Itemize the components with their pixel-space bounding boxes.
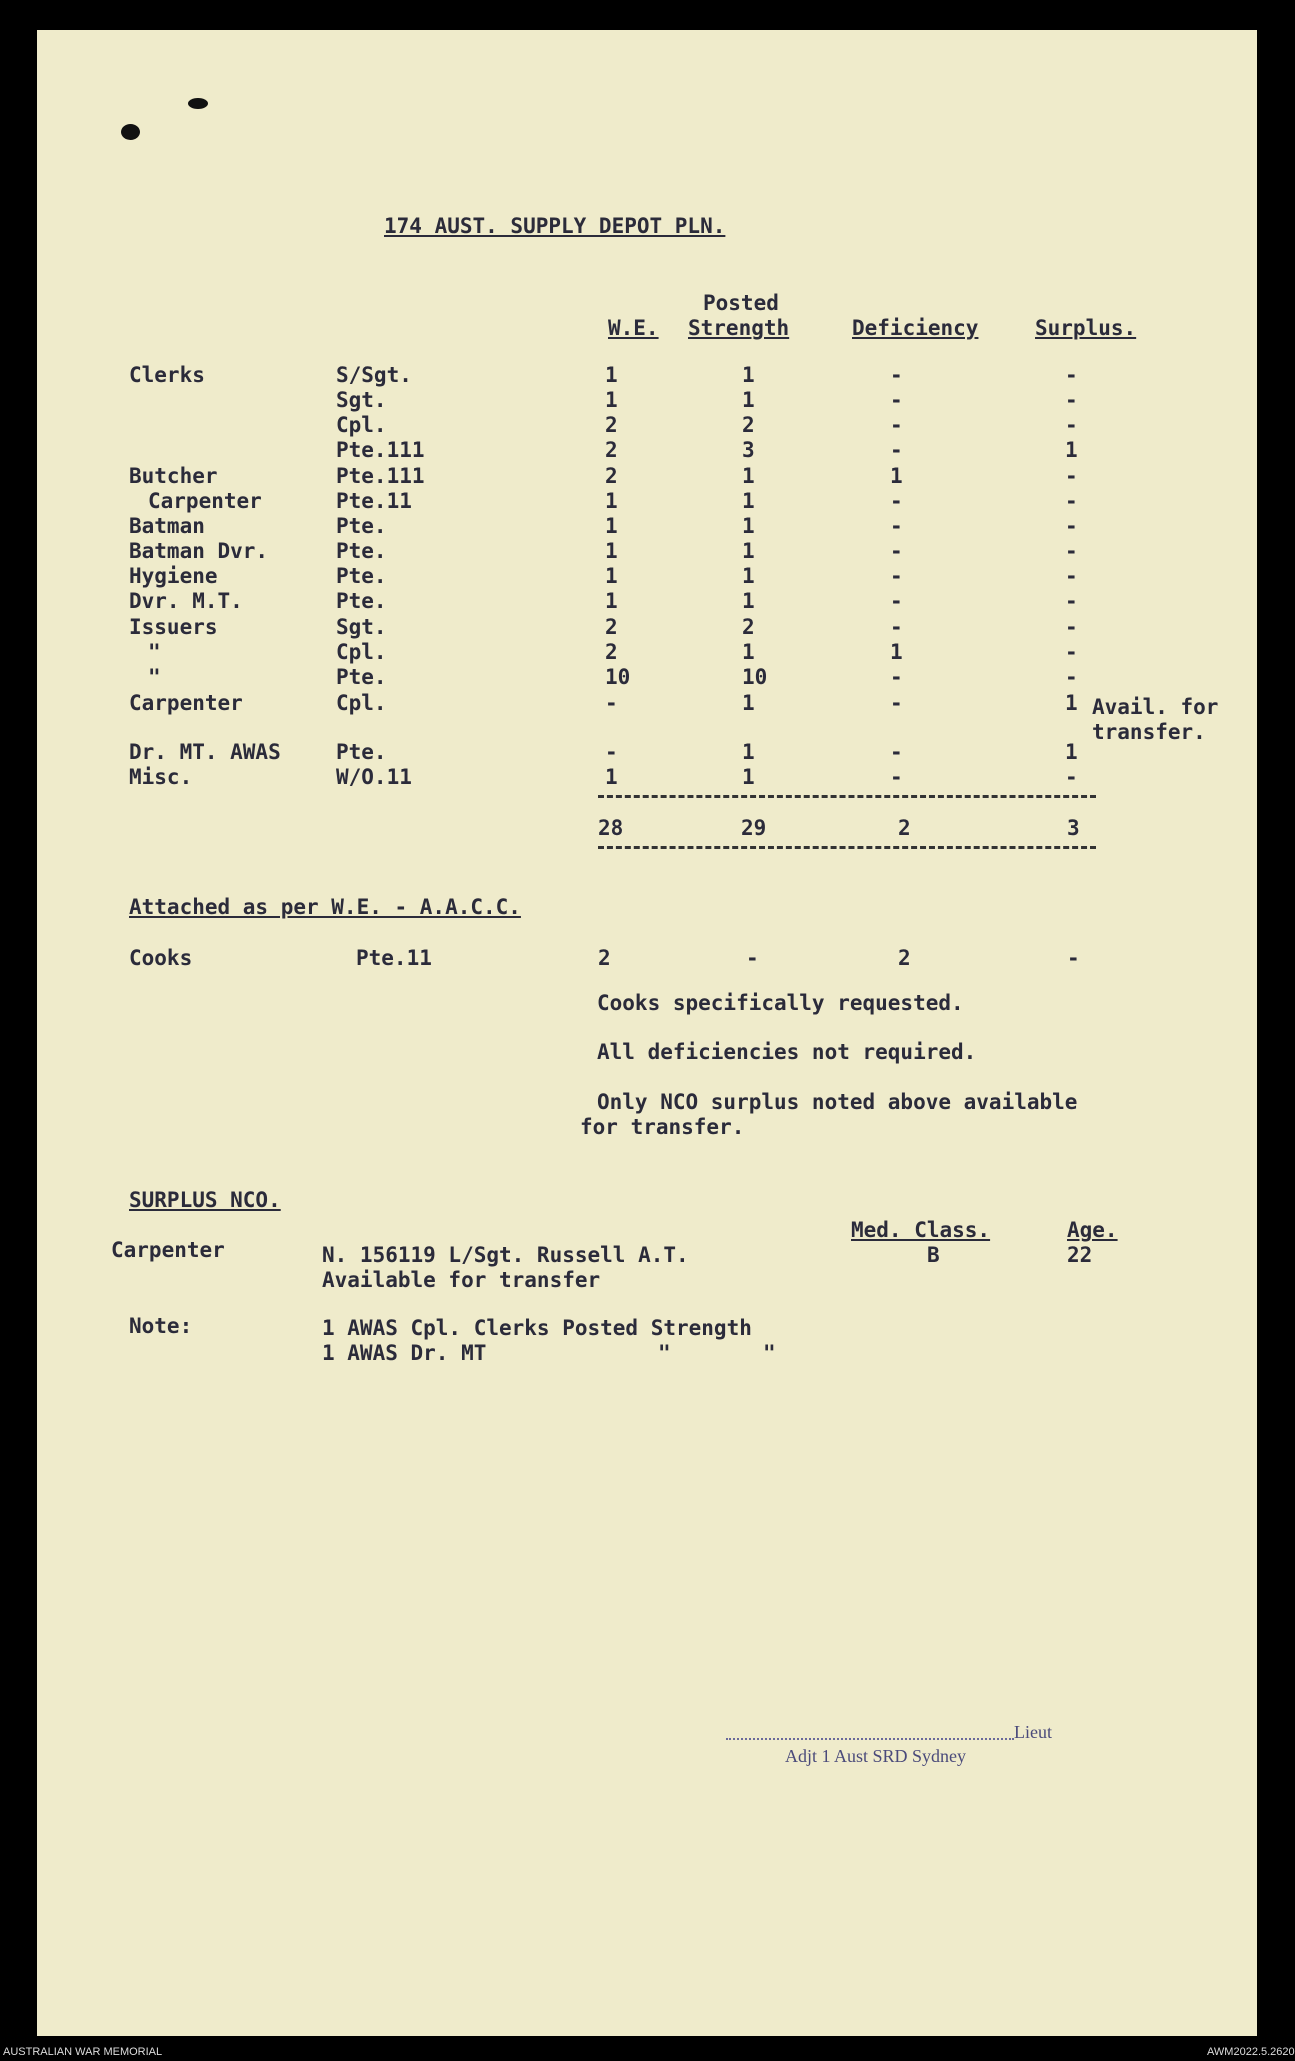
attached-surplus: -: [1067, 946, 1080, 970]
surplus-age: 22: [1067, 1243, 1093, 1267]
surplus-nco-heading: SURPLUS NCO.: [129, 1188, 281, 1212]
punch-hole: [188, 98, 208, 109]
row-rank: W/O.11: [336, 765, 412, 789]
row-posted: 1: [742, 514, 755, 538]
ditto-mark: ": [658, 1341, 671, 1365]
row-rank: S/Sgt.: [336, 363, 412, 387]
row-we: 1: [605, 539, 618, 563]
row-rank: Pte.11: [336, 489, 412, 513]
row-we: 2: [605, 413, 618, 437]
row-rank: Pte.: [336, 740, 387, 764]
row-role: ": [148, 640, 161, 664]
age-header: Age.: [1067, 1218, 1118, 1242]
row-surplus: -: [1065, 514, 1078, 538]
row-deficiency: -: [890, 388, 903, 412]
footer-left: AUSTRALIAN WAR MEMORIAL: [3, 2046, 163, 2058]
row-posted: 3: [742, 438, 755, 462]
header-posted: Posted: [703, 291, 779, 315]
row-surplus: -: [1065, 388, 1078, 412]
row-deficiency: -: [890, 489, 903, 513]
row-deficiency: -: [890, 665, 903, 689]
row-role: Batman Dvr.: [129, 539, 269, 563]
row-posted: 10: [742, 665, 768, 689]
total-rule: [598, 795, 1096, 798]
row-role: Dvr. M.T.: [129, 589, 243, 613]
row-rank: Pte.: [336, 539, 387, 563]
note-line: All deficiencies not required.: [597, 1040, 977, 1064]
header-surplus: Surplus.: [1035, 316, 1137, 340]
row-posted: 1: [742, 489, 755, 513]
row-we: 1: [605, 514, 618, 538]
attached-role: Cooks: [129, 946, 193, 970]
row-deficiency: -: [890, 363, 903, 387]
row-role: Carpenter: [148, 489, 262, 513]
row-rank: Cpl.: [336, 691, 387, 715]
row-deficiency: -: [890, 438, 903, 462]
row-we: -: [605, 691, 618, 715]
row-we: 10: [605, 665, 631, 689]
total-surplus: 3: [1067, 816, 1080, 840]
row-surplus: -: [1065, 489, 1078, 513]
document-title: 174 AUST. SUPPLY DEPOT PLN.: [384, 214, 726, 238]
row-rank: Pte.: [336, 564, 387, 588]
row-rank: Pte.: [336, 589, 387, 613]
surplus-med: B: [927, 1243, 940, 1267]
row-we: 2: [605, 615, 618, 639]
row-role: Carpenter: [129, 691, 243, 715]
row-role: Batman: [129, 514, 205, 538]
row-surplus: 1: [1065, 691, 1078, 715]
med-class-header: Med. Class.: [851, 1218, 991, 1242]
surplus-detail: Available for transfer: [322, 1268, 601, 1292]
row-role: Misc.: [129, 765, 193, 789]
row-posted: 1: [742, 740, 755, 764]
row-deficiency: -: [890, 691, 903, 715]
attached-heading: Attached as per W.E. - A.A.C.C.: [129, 895, 521, 919]
row-rank: Pte.: [336, 665, 387, 689]
row-posted: 1: [742, 388, 755, 412]
row-role: Clerks: [129, 363, 205, 387]
row-role: ": [148, 665, 161, 689]
total-we: 28: [598, 816, 624, 840]
row-rank: Cpl.: [336, 413, 387, 437]
row-we: 1: [605, 589, 618, 613]
total-double-rule: [598, 846, 1096, 849]
row-surplus: -: [1065, 539, 1078, 563]
header-strength: Strength: [688, 316, 790, 340]
row-posted: 1: [742, 464, 755, 488]
note-line: for transfer.: [580, 1115, 745, 1139]
attached-deficiency: 2: [898, 946, 911, 970]
row-deficiency: -: [890, 514, 903, 538]
signature-line: [726, 1738, 1014, 1740]
row-role: Dr. MT. AWAS: [129, 740, 281, 764]
row-we: 2: [605, 438, 618, 462]
row-surplus: -: [1065, 765, 1078, 789]
row-surplus: -: [1065, 615, 1078, 639]
row-surplus: -: [1065, 564, 1078, 588]
avail-note-line1: Avail. for: [1092, 695, 1219, 719]
row-role: Butcher: [129, 464, 218, 488]
row-deficiency: -: [890, 564, 903, 588]
row-deficiency: -: [890, 765, 903, 789]
row-surplus: -: [1065, 589, 1078, 613]
attached-posted: -: [746, 946, 759, 970]
row-role: Issuers: [129, 615, 218, 639]
row-we: 1: [605, 564, 618, 588]
row-surplus: -: [1065, 640, 1078, 664]
row-surplus: 1: [1065, 438, 1078, 462]
punch-hole: [121, 124, 140, 140]
row-surplus: 1: [1065, 740, 1078, 764]
row-posted: 2: [742, 615, 755, 639]
row-posted: 1: [742, 589, 755, 613]
row-role: Hygiene: [129, 564, 218, 588]
row-surplus: -: [1065, 413, 1078, 437]
row-posted: 1: [742, 640, 755, 664]
row-posted: 1: [742, 539, 755, 563]
note-line: Cooks specifically requested.: [597, 991, 964, 1015]
signature-rank: Lieut: [1014, 1722, 1052, 1742]
row-posted: 1: [742, 691, 755, 715]
row-posted: 1: [742, 363, 755, 387]
attached-we: 2: [598, 946, 611, 970]
row-we: 2: [605, 464, 618, 488]
row-rank: Pte.111: [336, 438, 425, 462]
row-we: 2: [605, 640, 618, 664]
row-surplus: -: [1065, 363, 1078, 387]
note-line1: 1 AWAS Cpl. Clerks Posted Strength: [322, 1316, 752, 1340]
avail-note-line2: transfer.: [1092, 720, 1206, 744]
surplus-detail: N. 156119 L/Sgt. Russell A.T.: [322, 1243, 689, 1267]
row-we: 1: [605, 765, 618, 789]
row-we: -: [605, 740, 618, 764]
row-posted: 1: [742, 564, 755, 588]
row-deficiency: -: [890, 740, 903, 764]
row-rank: Pte.111: [336, 464, 425, 488]
header-deficiency: Deficiency: [852, 316, 979, 340]
attached-rank: Pte.11: [356, 946, 432, 970]
row-we: 1: [605, 363, 618, 387]
row-deficiency: 1: [890, 640, 903, 664]
row-deficiency: 1: [890, 464, 903, 488]
total-deficiency: 2: [898, 816, 911, 840]
note-label: Note:: [129, 1314, 193, 1338]
row-surplus: -: [1065, 665, 1078, 689]
note-line2: 1 AWAS Dr. MT: [322, 1341, 487, 1365]
row-posted: 2: [742, 413, 755, 437]
row-deficiency: -: [890, 539, 903, 563]
footer-right: AWM2022.5.2620: [1207, 2046, 1295, 2058]
surplus-role: Carpenter: [111, 1238, 225, 1262]
ditto-mark: ": [763, 1341, 776, 1365]
row-rank: Sgt.: [336, 388, 387, 412]
row-we: 1: [605, 388, 618, 412]
row-rank: Cpl.: [336, 640, 387, 664]
row-deficiency: -: [890, 615, 903, 639]
note-line: Only NCO surplus noted above available: [597, 1090, 1078, 1114]
row-deficiency: -: [890, 413, 903, 437]
signature-office: Adjt 1 Aust SRD Sydney: [785, 1746, 967, 1766]
row-posted: 1: [742, 765, 755, 789]
row-surplus: -: [1065, 464, 1078, 488]
row-rank: Pte.: [336, 514, 387, 538]
row-rank: Sgt.: [336, 615, 387, 639]
header-we: W.E.: [608, 316, 659, 340]
row-deficiency: -: [890, 589, 903, 613]
row-we: 1: [605, 489, 618, 513]
total-posted: 29: [741, 816, 767, 840]
